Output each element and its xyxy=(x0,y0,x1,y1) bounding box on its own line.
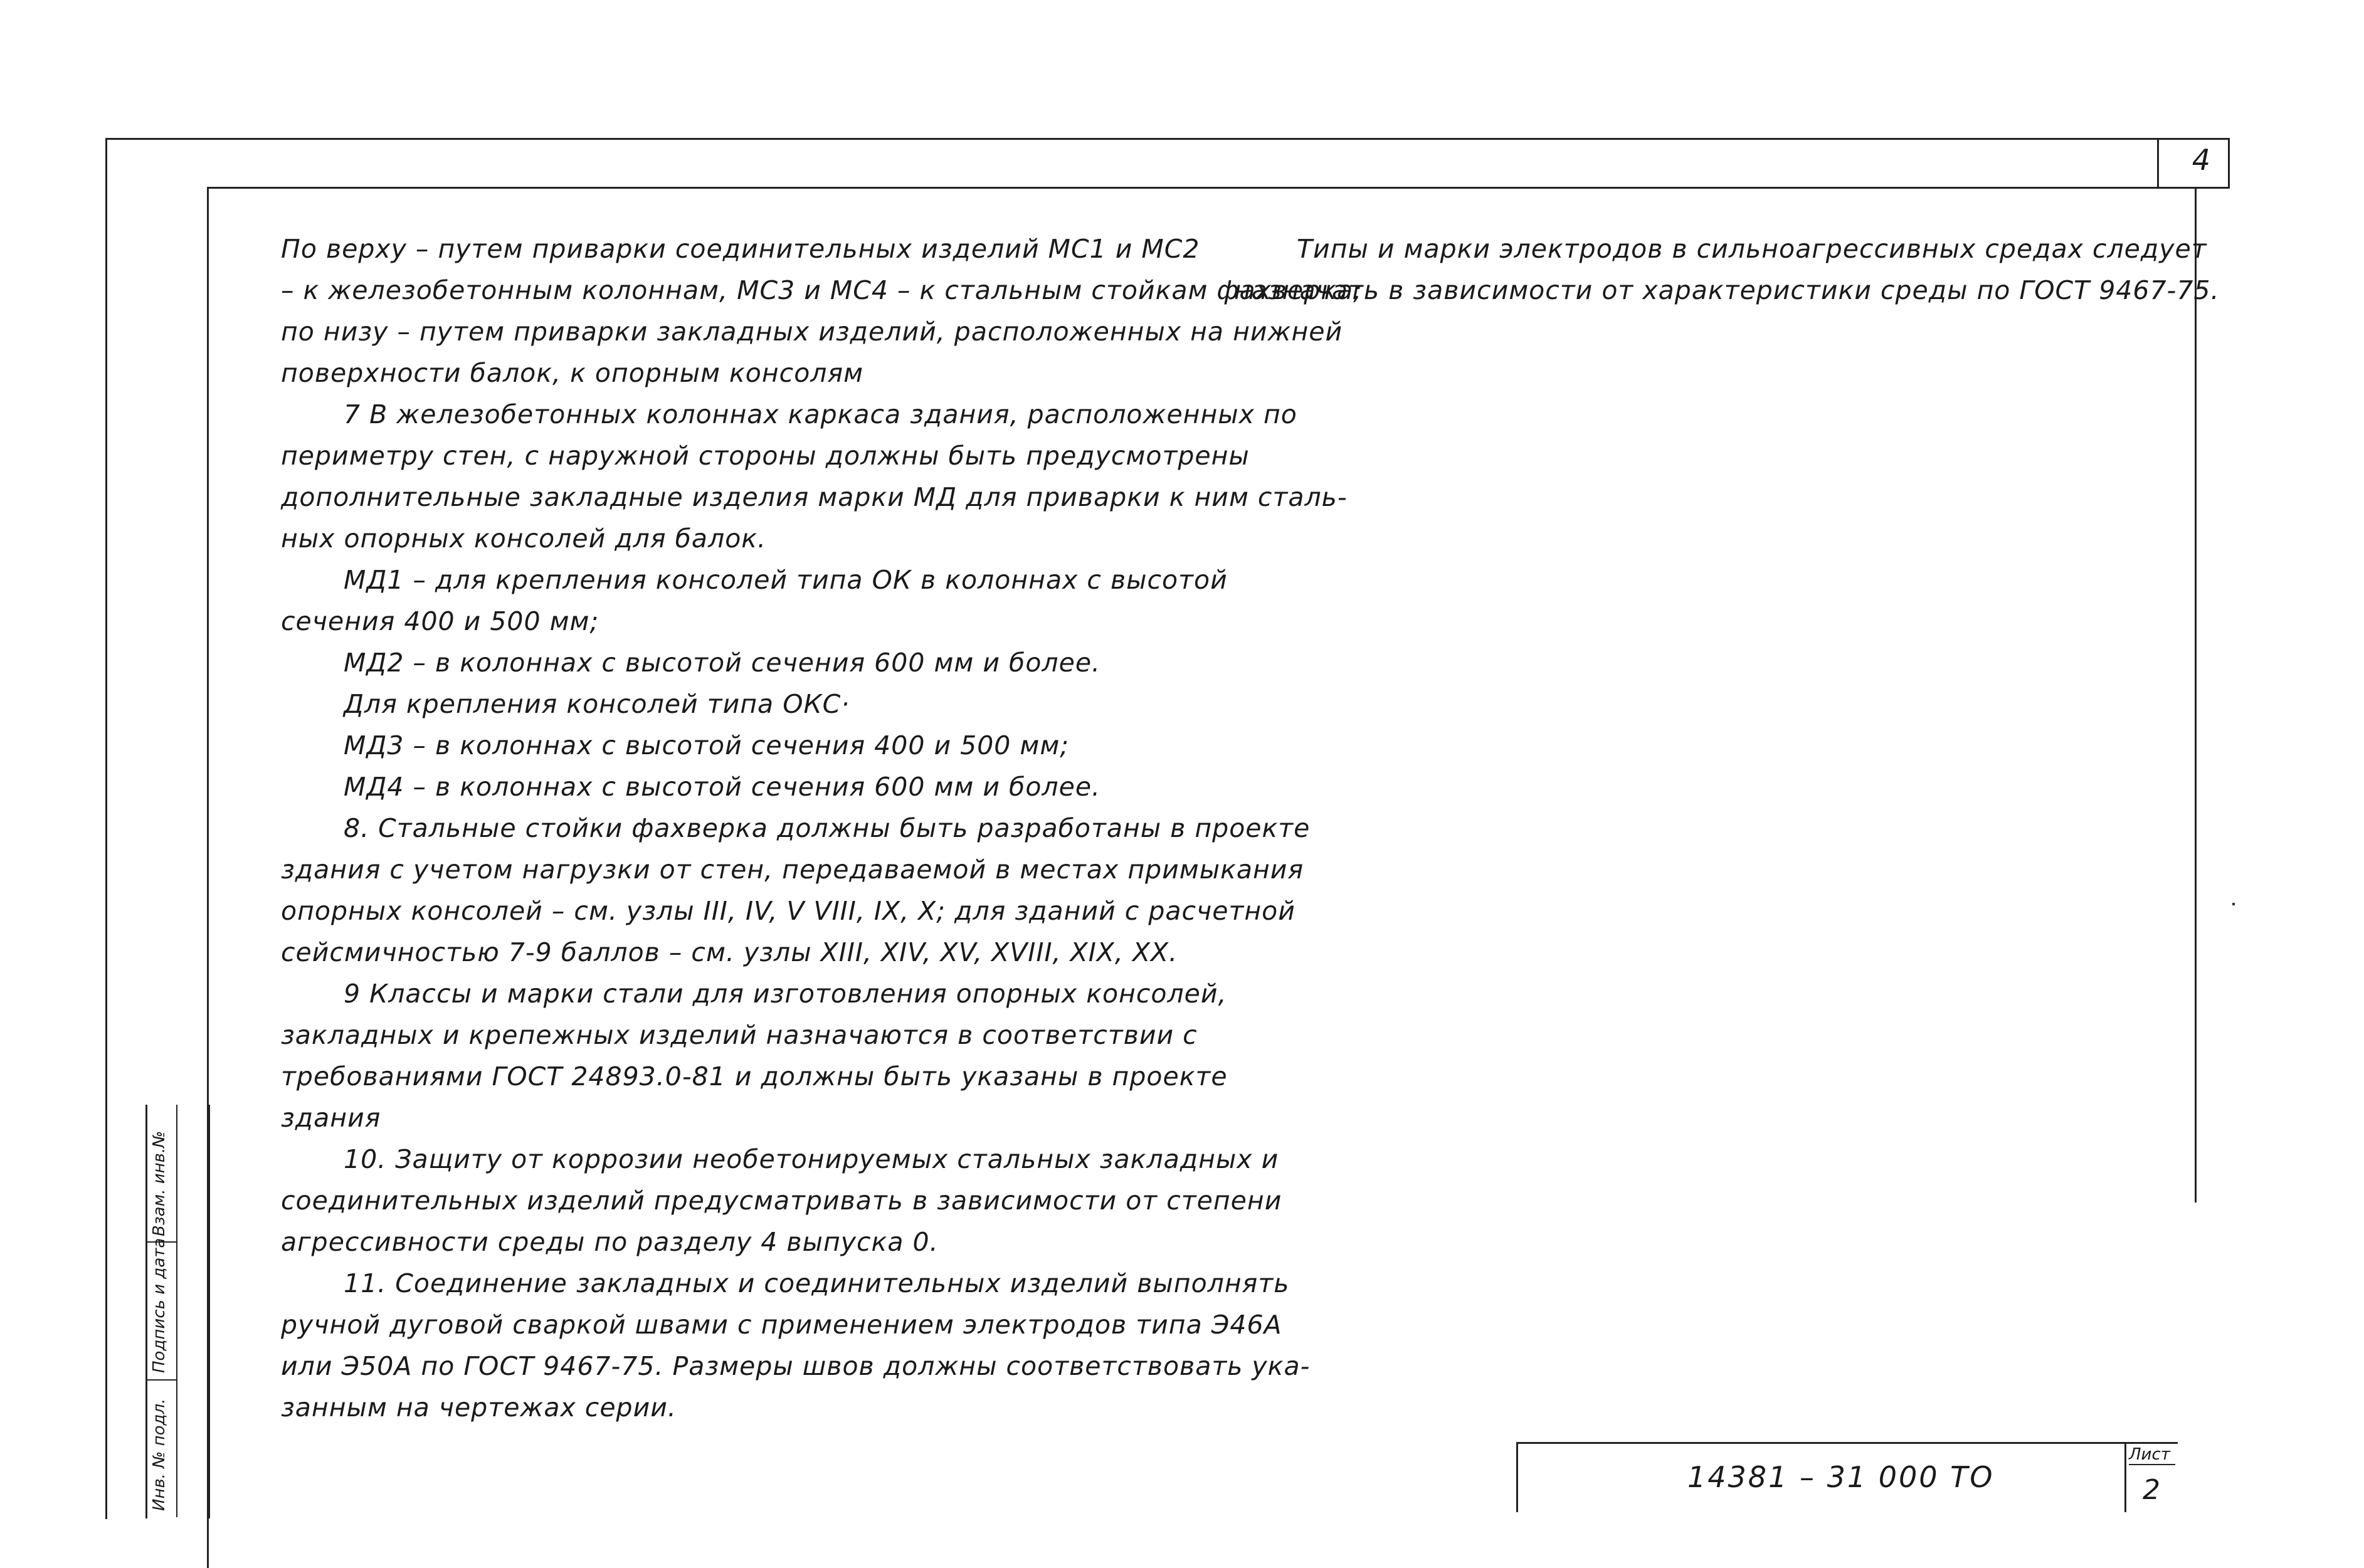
left-column-line: поверхности балок, к опорным консолям xyxy=(281,358,864,388)
left-column-line: требованиями ГОСТ 24893.0-81 и должны быть указаны в проекте xyxy=(281,1061,1228,1092)
left-column-line: – к железобетонным колоннам, МС3 и МС4 – к стальным стойкам фахверка; xyxy=(281,275,1363,305)
left-column-line: МД3 – в колоннах с высотой сечения 400 и 500 мм; xyxy=(344,730,1070,760)
left-column-line: ручной дуговой сваркой швами с применением электродов типа Э46А xyxy=(281,1310,1282,1340)
side-label-replace: Взам. инв.№ xyxy=(150,1130,169,1236)
margin-dot xyxy=(2232,903,2235,905)
page-number: 4 xyxy=(2192,143,2210,177)
side-label-signature: Подпись и дата xyxy=(150,1238,169,1373)
left-column-line: занным на чертежах серии. xyxy=(281,1392,677,1423)
document-code: 14381 – 31 000 ТО xyxy=(1687,1460,1995,1494)
left-column-line: соединительных изделий предусматривать в зависимости от степени xyxy=(281,1186,1282,1216)
left-column-line: 8. Стальные стойки фахверка должны быть разработаны в проекте xyxy=(344,813,1311,843)
left-column-line: 9 Классы и марки стали для изготовления опорных консолей, xyxy=(344,979,1227,1009)
left-column-line: периметру стен, с наружной стороны должны быть предусмотрены xyxy=(281,441,1250,471)
side-cell-signature xyxy=(147,1238,177,1381)
right-column-line: назначать в зависимости от характеристики среды по ГОСТ 9467-75. xyxy=(1234,275,2220,305)
left-column-line: сейсмичностью 7-9 баллов – см. узлы XIII, XIV, XV, XVIII, XIX, XX. xyxy=(281,937,1178,967)
right-column-line: Типы и марки электродов в сильноагрессивных средах следует xyxy=(1297,234,2207,264)
side-label-inventory: Инв. № подл. xyxy=(150,1398,169,1511)
left-column-line: агрессивности среды по разделу 4 выпуска 0. xyxy=(281,1227,939,1257)
sheet-label: Лист xyxy=(2129,1445,2175,1465)
left-column-line: сечения 400 и 500 мм; xyxy=(281,606,599,636)
left-column-line: 10. Защиту от коррозии необетонируемых стальных закладных и xyxy=(344,1144,1279,1174)
left-column-line: 11. Соединение закладных и соединительных изделий выполнять xyxy=(344,1268,1290,1298)
frame-right-edge xyxy=(2195,187,2197,1202)
left-column-line: Для крепления консолей типа ОКС· xyxy=(344,689,850,719)
left-column-line: дополнительные закладные изделия марки МД для приварки к ним сталь- xyxy=(281,482,1348,512)
page-number-box xyxy=(2157,138,2230,189)
left-column-line: 7 В железобетонных колоннах каркаса здания, расположенных по xyxy=(344,399,1297,429)
side-strip xyxy=(145,1105,210,1518)
side-cell-replace xyxy=(147,1105,177,1243)
left-column-line: по низу – путем приварки закладных изделий, расположенных на нижней xyxy=(281,317,1343,347)
left-column-line: закладных и крепежных изделий назначаются в соответствии с xyxy=(281,1020,1198,1050)
left-column-text xyxy=(281,228,1363,1428)
left-column-line: По верху – путем приварки соединительных изделий МС1 и МС2 xyxy=(281,234,1200,264)
left-column-line: МД2 – в колоннах с высотой сечения 600 мм и более. xyxy=(344,648,1101,678)
left-column-line: здания xyxy=(281,1103,381,1133)
left-column-line: опорных консолей – см. узлы III, IV, V VIII, IX, X; для зданий с расчетной xyxy=(281,896,1295,926)
title-block xyxy=(1516,1442,2178,1512)
side-cell-inventory xyxy=(147,1379,177,1517)
left-column-line: или Э50А по ГОСТ 9467-75. Размеры швов должны соответствовать ука- xyxy=(281,1351,1311,1381)
sheet-number: 2 xyxy=(2143,1474,2160,1506)
left-column-line: МД1 – для крепления консолей типа ОК в колоннах с высотой xyxy=(344,565,1228,595)
left-column-line: ных опорных консолей для балок. xyxy=(281,524,767,554)
sheet-cell xyxy=(2124,1444,2178,1512)
right-column-text xyxy=(1234,228,2220,311)
left-column-line: МД4 – в колоннах с высотой сечения 600 мм и более. xyxy=(344,772,1101,802)
left-column-line: здания с учетом нагрузки от стен, передаваемой в местах примыкания xyxy=(281,855,1304,885)
